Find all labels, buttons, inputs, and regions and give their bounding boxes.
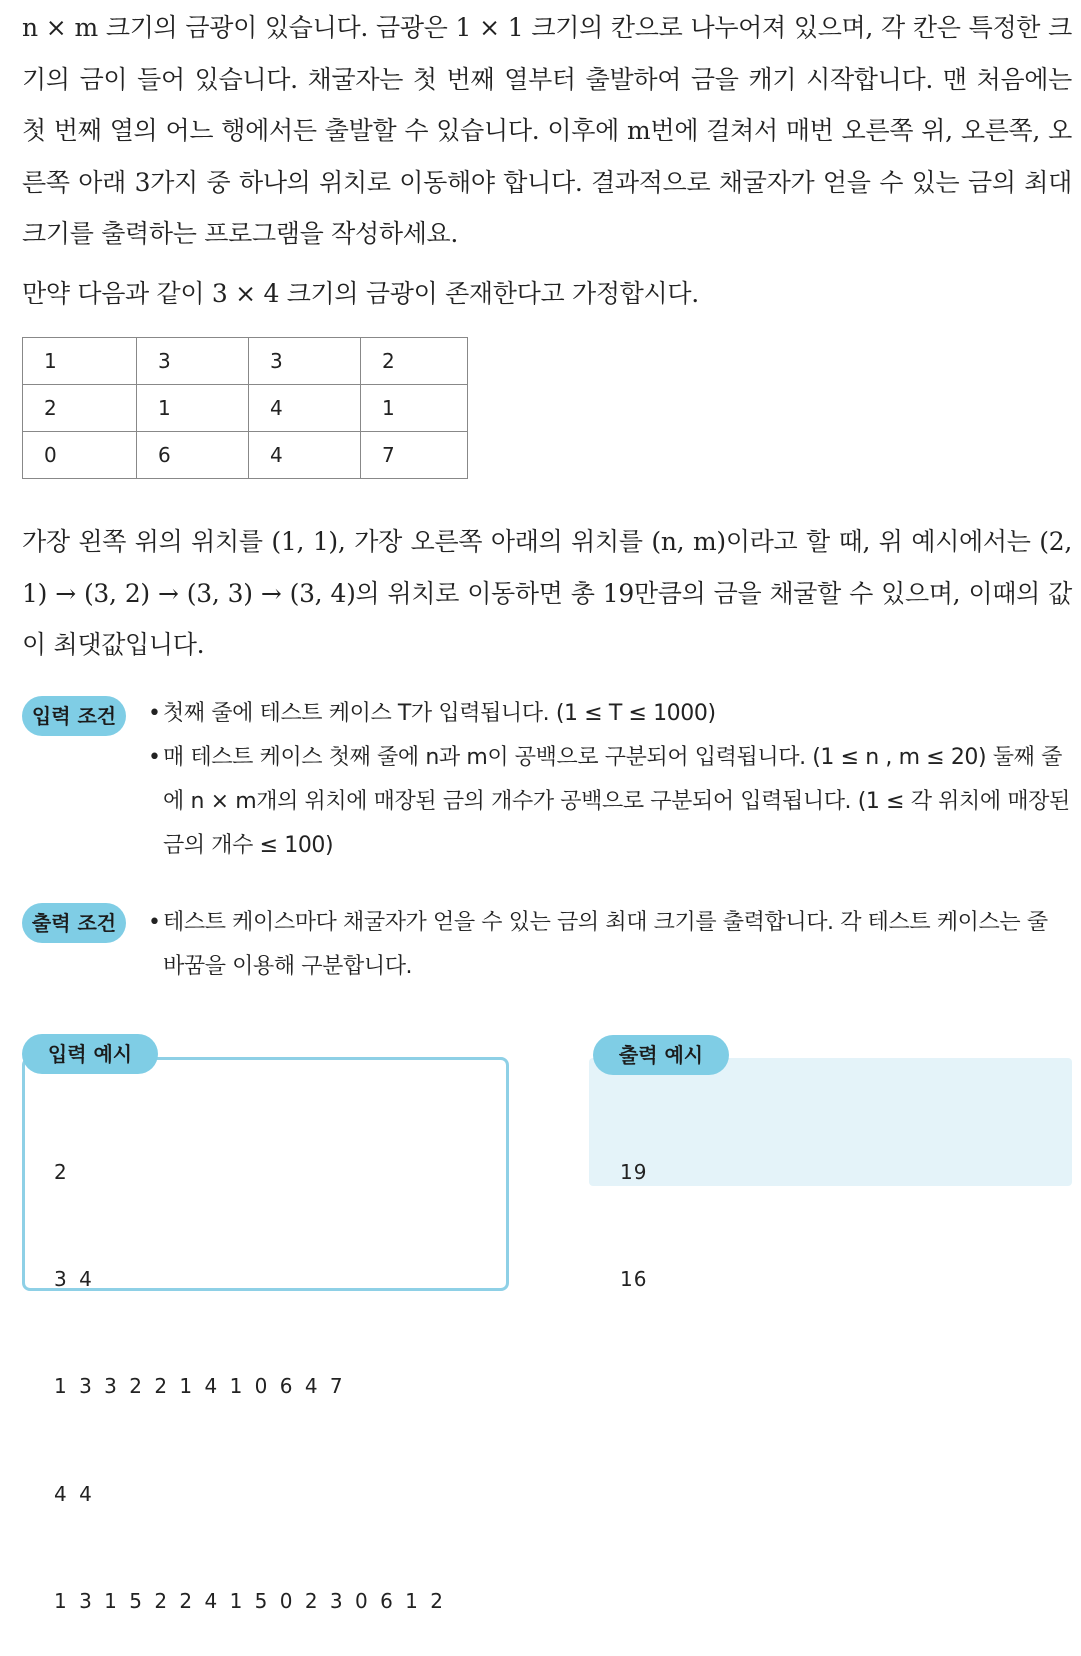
grid-cell: 2	[23, 385, 137, 432]
grid-row	[23, 338, 468, 385]
list-item: • 매 테스트 케이스 첫째 줄에 n과 m이 공백으로 구분되어 입력됩니다. (1 ≤ n , m ≤ 20) 둘째 줄에 n × m개의 위치에 매장된 금의 개수가 공백으로 구분되어 입력됩니다. (1 ≤ 각 위치에 매장된 금의 개수 ≤ 100)	[148, 736, 1073, 868]
list-item: • 첫째 줄에 테스트 케이스 T가 입력됩니다. (1 ≤ T ≤ 1000)	[148, 692, 1073, 736]
grid-cell: 4	[249, 432, 361, 479]
code-line: 4 4	[54, 1481, 95, 1506]
output-example-code	[620, 1083, 647, 1334]
problem-paragraph-2: 만약 다음과 같이 3 × 4 크기의 금광이 존재한다고 가정합시다.	[22, 279, 699, 308]
input-example-badge: 입력 예시	[22, 1034, 158, 1074]
grid-cell: 7	[361, 432, 468, 479]
gold-mine-grid	[22, 337, 468, 479]
problem-paragraph-1: n × m 크기의 금광이 있습니다. 금광은 1 × 1 크기의 칸으로 나누어져 있으며, 각 칸은 특정한 크기의 금이 들어 있습니다. 채굴자는 첫 번째 열부터 출발하여 금을 캐기 시작합니다. 맨 처음에는 첫 번째 열의 어느 행에서든 출발할 수 있습니다. 이후에 m번에 걸쳐서 매번 오른쪽 위, 오른쪽, 오른쪽 아래 3가지 중 하나의 위치로 이동해야 합니다. 결과적으로 채굴자가 얻을 수 있는 금의 최대 크기를 출력하는 프로그램을 작성하세요.	[22, 13, 1072, 248]
code-line: 3 4	[54, 1266, 95, 1291]
list-item: • 테스트 케이스마다 채굴자가 얻을 수 있는 금의 최대 크기를 출력합니다. 각 테스트 케이스는 줄 바꿈을 이용해 구분합니다.	[148, 901, 1073, 989]
output-example-box	[589, 1058, 1072, 1186]
grid-cell: 3	[249, 338, 361, 385]
problem-paragraph-3: 가장 왼쪽 위의 위치를 (1, 1), 가장 오른쪽 아래의 위치를 (n, m)이라고 할 때, 위 예시에서는 (2, 1) → (3, 2) → (3, 3) → (3, 4)의 위치로 이동하면 총 19만큼의 금을 채굴할 수 있으며, 이때의 값이 최댓값입니다.	[22, 527, 1072, 659]
input-condition-list	[148, 692, 1073, 868]
output-condition-list	[148, 901, 1073, 989]
code-line: 16	[620, 1266, 648, 1291]
grid-cell: 4	[249, 385, 361, 432]
output-example-badge: 출력 예시	[593, 1035, 729, 1075]
grid-cell: 2	[361, 338, 468, 385]
grid-row	[23, 385, 468, 432]
code-line: 19	[620, 1159, 648, 1184]
code-line: 1 3 1 5 2 2 4 1 5 0 2 3 0 6 1 2	[54, 1589, 446, 1614]
grid-cell: 1	[137, 385, 249, 432]
input-example-code	[54, 1083, 446, 1656]
code-line: 2	[54, 1159, 70, 1184]
output-condition-badge: 출력 조건	[22, 903, 126, 943]
input-condition-badge: 입력 조건	[22, 696, 126, 736]
grid-row	[23, 432, 468, 479]
grid-cell: 0	[23, 432, 137, 479]
code-line: 1 3 3 2 2 1 4 1 0 6 4 7	[54, 1374, 346, 1399]
grid-cell: 6	[137, 432, 249, 479]
grid-cell: 1	[361, 385, 468, 432]
grid-cell: 1	[23, 338, 137, 385]
grid-cell: 3	[137, 338, 249, 385]
